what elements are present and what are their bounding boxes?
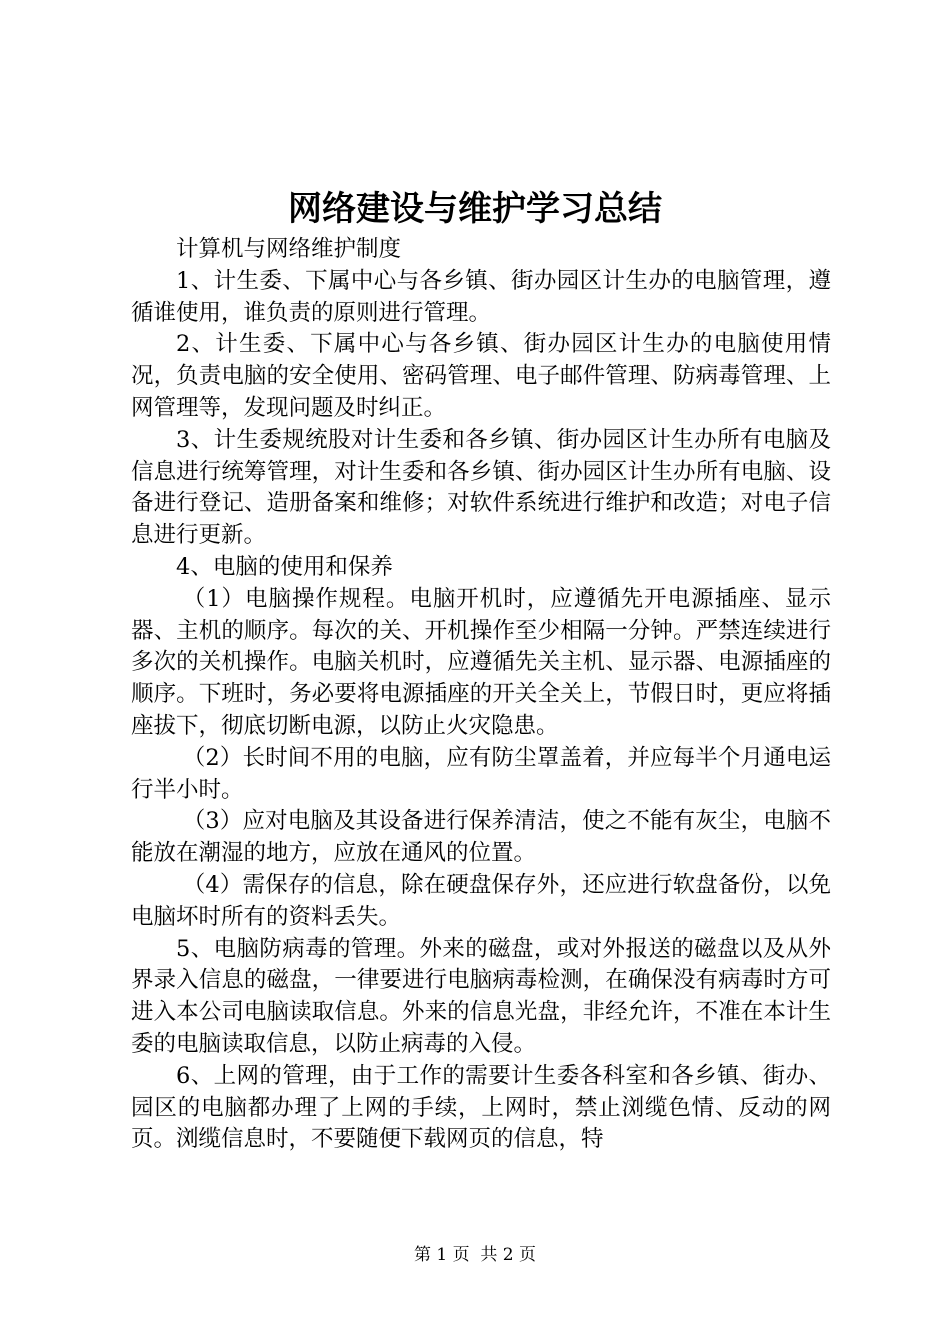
page-number-footer: 第 1 页 共 2 页 [413, 1245, 537, 1265]
paragraph-4-3: （3）应对电脑及其设备进行保养清洁，使之不能有灰尘，电脑不能放在潮湿的地方，应放在通风的位置。 [131, 808, 831, 867]
document-title: 网络建设与维护学习总结 [288, 189, 662, 229]
paragraph-4: 4、电脑的使用和保养 [176, 553, 393, 580]
paragraph-5: 5、电脑防病毒的管理。外来的磁盘，或对外报送的磁盘以及从外界录入信息的磁盘，一律要进行电脑病毒检测，在确保没有病毒时方可进入本公司电脑读取信息。外来的信息光盘，非经允许，不准在本计生委的电脑读取信息，以防止病毒的入侵。 [131, 935, 831, 1057]
paragraph-4-2: （2）长时间不用的电脑，应有防尘罩盖着，并应每半个月通电运行半小时。 [131, 744, 831, 803]
document-body [131, 234, 831, 1156]
paragraph-2: 2、计生委、下属中心与各乡镇、街办园区计生办的电脑使用情况，负责电脑的安全使用、密码管理、电子邮件管理、防病毒管理、上网管理等，发现问题及时纠正。 [131, 331, 831, 421]
paragraph-4-1: （1）电脑操作规程。电脑开机时，应遵循先开电源插座、显示器、主机的顺序。每次的关、开机操作至少相隔一分钟。严禁连续进行多次的关机操作。电脑关机时，应遵循先关主机、显示器、电源插座的顺序。下班时，务必要将电源插座的开关全关上，节假日时，更应将插座拔下，彻底切断电源，以防止火灾隐患。 [131, 585, 831, 739]
section-heading: 计算机与网络维护制度 [176, 236, 402, 262]
paragraph-3: 3、计生委规统股对计生委和各乡镇、街办园区计生办所有电脑及信息进行统筹管理，对计生委和各乡镇、街办园区计生办所有电脑、设备进行登记、造册备案和维修；对软件系统进行维护和改造；对电子信息进行更新。 [131, 426, 831, 549]
paragraph-6: 6、上网的管理，由于工作的需要计生委各科室和各乡镇、街办、园区的电脑都办理了上网的手续，上网时，禁止浏缆色情、反动的网页。浏缆信息时，不要随便下载网页的信息，特 [131, 1062, 831, 1153]
paragraph-4-4: （4）需保存的信息，除在硬盘保存外，还应进行软盘备份，以免电脑坏时所有的资料丢失。 [131, 871, 831, 930]
paragraph-1: 1、计生委、下属中心与各乡镇、街办园区计生办的电脑管理，遵循谁使用，谁负责的原则进行管理。 [131, 267, 831, 326]
